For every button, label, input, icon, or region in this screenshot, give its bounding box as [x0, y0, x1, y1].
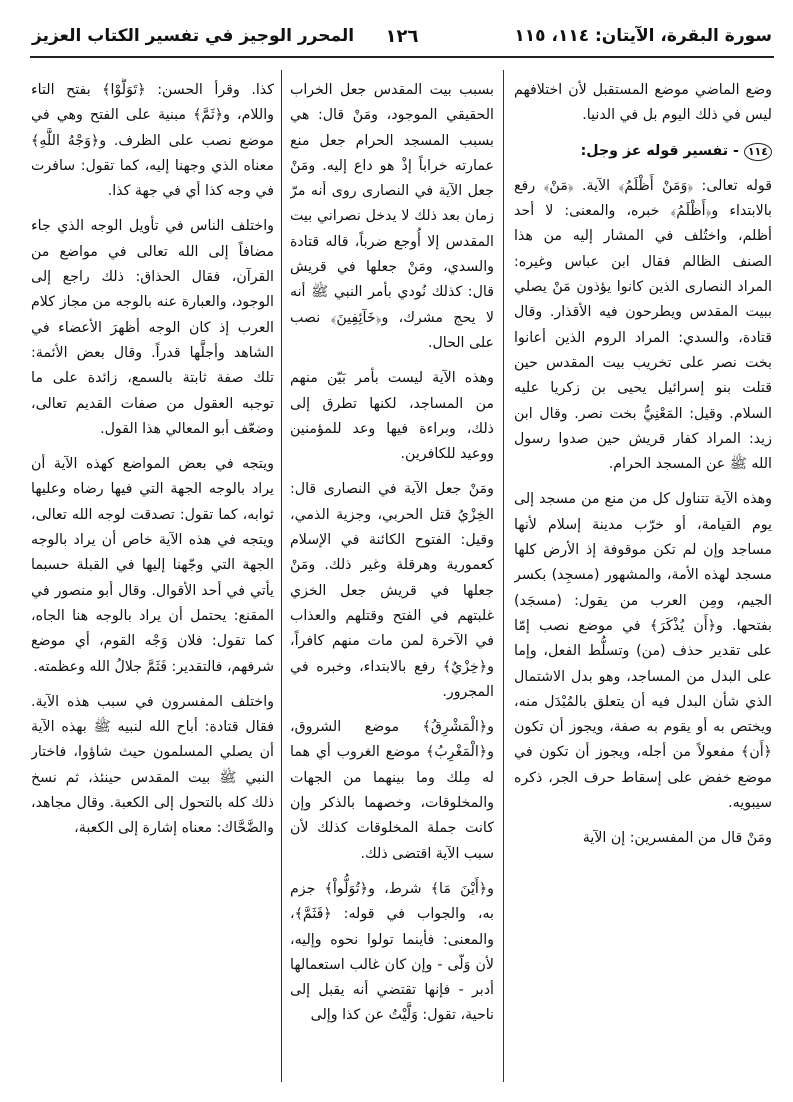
paragraph: قوله تعالى: ﴿وَمَنْ أَظْلَمُ﴾ الآية. ﴿مَنْ﴾ رفع بالابتداء و﴿أَظْلَمُ﴾ خبره، والمعنى: لا أحد أظلم، واختُلف في المشار إليه من هذا الصنف الظالم فقال ابن عباس وغيره: المراد النصارى الذين كانوا يؤذون مَنْ يصلي ببيت المقدس ويطرحون فيه الأقذار. وقال قتادة، والسدي: المراد الروم الذين أعانوا بخت نصر على تخريب بيت المقدس حين قتلت بنو إسرائيل يحيى بن زكريا عليه السلام. وقيل: المَعْنِيُّ بخت نصر. وقال ابن زيد: المراد كفار قريش حين صدوا رسول الله ﷺ عن المسجد الحرام.: [514, 177, 772, 473]
page-number: ١٢٦: [385, 26, 419, 47]
left-column: [31, 78, 274, 1083]
paragraph: بسبب بيت المقدس جعل الخراب الحقيقي الموجود، ومَنْ قال: هي بسبب المسجد الحرام جعل منع عمارته خراباً إذْ هو داع إليه. ومَنْ جعل الآية في النصارى روى أنه مرّ زمان بعد ذلك لا يدخل نصراني بيت المقدس إلا أُوجع ضرباً، قاله قتادة والسدي، ومَنْ جعلها في قريش قال: كذلك نُودي بأمر النبي ﷺ أنه لا يحج مشرك، و﴿خَآئِفِينَ﴾ نصب على الحال.: [290, 82, 494, 351]
header-rule: [30, 56, 774, 58]
paragraph: ويتجه في بعض المواضع كهذه الآية أن يراد بالوجه الجهة التي فيها رضاه وعليها ثوابه، كما تقول: تصدقت لوجه الله تعالى، ويتجه في هذه الآية خاص أن يراد بالوجه الجهة التي وجّهنا إليها في القبلة حسبما يأتي في أحد الأقوال. وقال أبو منصور في المقنع: يحتمل أن يراد بالوجه هنا الجاه، كما تقول: فلان وَجْه القوم، أي موضع شرفهم، فالتقدير: فَثَمَّ جلالُ الله وعظمته.: [31, 456, 274, 675]
page-header: [32, 22, 772, 52]
paragraph: و﴿الْمَشْرِقُ﴾ موضع الشروق، و﴿الْمَغْرِبُ﴾ موضع الغروب أي هما له مِلك وما بينهما من الجهات والمخلوقات، وخصهما بالذكر وإن كانت جملة المخلوقات كذلك لأن سبب الآية اقتضى ذلك.: [290, 719, 494, 862]
paragraph: واختلف الناس في تأويل الوجه الذي جاء مضافاً إلى الله تعالى في مواضع من القرآن، فقال الحذاق: ذلك راجع إلى الوجود، والعبارة عنه بالوجه من مجاز كلام العرب إذ كان الوجه أظهرَ الأعضاء في الشاهد وأجلَّها قدراً. وقال بعض الأئمة: تلك صفة ثابتة بالسمع، زائدة على ما توجبه العقول من صفات القديم تعالى، وضعّف أبو المعالي هذا القول.: [31, 218, 274, 437]
paragraph: كذا. وقرأ الحسن: ﴿تَوَلَّوْا﴾ بفتح التاء واللام، و﴿ثَمَّ﴾ مبنية على الفتح وهي في موضع نصب على الظرف. و﴿وَجْهُ اللَّهِ﴾ معناه الذي وجهنا إليه، كما تقول: سافرت في وجه كذا أي في جهة كذا.: [31, 82, 274, 200]
paragraph: وهذه الآية ليست بأمر بَيّن منهم من المساجد، لكنها تطرق إلى ذلك، وبراءة فيها وعد للمؤمنين ووعيد للكافرين.: [290, 370, 494, 463]
paragraph: ومَنْ جعل الآية في النصارى قال: الخِزْيُ قتل الحربي، وجزية الذمي، وقيل: الفتوح الكائنة في الإسلام كعمورية وهرقلة وغير ذلك. ومَنْ جعلها في قريش جعل الخزي غلبتهم في الفتح وقتلهم والعذاب في الآخرة لمن مات منهم كافراً، و﴿خِزْيٌ﴾ رفع بالابتداء، وخبره في المجرور.: [290, 481, 494, 700]
paragraph: واختلف المفسرون في سبب هذه الآية. فقال قتادة: أباح الله لنبيه ﷺ بهذه الآية أن يصلي المسلمون حيث شاؤوا، فاختار النبي ﷺ بيت المقدس حينئذ، ثم نسخ ذلك كله بالتحول إلى الكعبة. وقال مجاهد، والضَّحَّاك: معناه إشارة إلى الكعبة،: [31, 693, 274, 837]
paragraph: وهذه الآية تتناول كل من منع من مسجد إلى يوم القيامة، أو خرّب مدينة إسلام لأنها مساجد وإن لم تكن موقوفة إذ الأرض كلها مسجد لهذه الأمة، والمشهور (مسجِد) بكسر الجيم، ومِن العرب من يقول: (مسجَد) بفتحها. و﴿أَن يُذْكَرَ﴾ في موضع نصب إمّا على تقدير حذف (من) وتسلُّط الفعل، وإما على البدل من المساجد، وهو بدل الاشتمال الذي شأن البدل فيه أن يتعلق بالمُبْدَل منه، ويختص به أو يقوم به صفة، ويجوز أن تكون ﴿أَن﴾ مفعولاً من أجله، ويجوز أن تكون في موضع خفض على إسقاط حرف الجر، ذكره سيبويه.: [514, 491, 772, 812]
heading-text: - تفسير قوله عز وجل:: [580, 142, 739, 159]
paragraph: ومَنْ قال من المفسرين: إن الآية: [582, 830, 772, 847]
paragraph: و﴿أَيْنَ مَا﴾ شرط، و﴿تُوَلُّواْ﴾ جزم به، والجواب في قوله: ﴿فَثَمَّ﴾، والمعنى: فأينما تولوا نحوه وإليه، لأن وَلّى - وإن كان غالب استعمالها أدبر - فإنها تقتضي أنه يقبل إلى ناحية، تقول: وَلَّيْتُ عن كذا وإلى: [290, 880, 494, 1024]
column-divider-right: [503, 70, 504, 1082]
column-divider-left: [281, 70, 282, 1082]
running-head-surah: سورة البقرة، الآيتان: ١١٤، ١١٥: [514, 26, 772, 46]
middle-column: [290, 78, 494, 1083]
right-column: [514, 78, 772, 1083]
running-head-book-title: المحرر الوجيز في تفسير الكتاب العزيز: [32, 26, 355, 46]
paragraph: وضع الماضي موضع المستقبل لأن اختلافهم ليس في ذلك اليوم بل في الدنيا.: [514, 82, 772, 124]
verse-number-badge: ١١٤: [744, 143, 772, 161]
section-heading: [514, 139, 772, 164]
